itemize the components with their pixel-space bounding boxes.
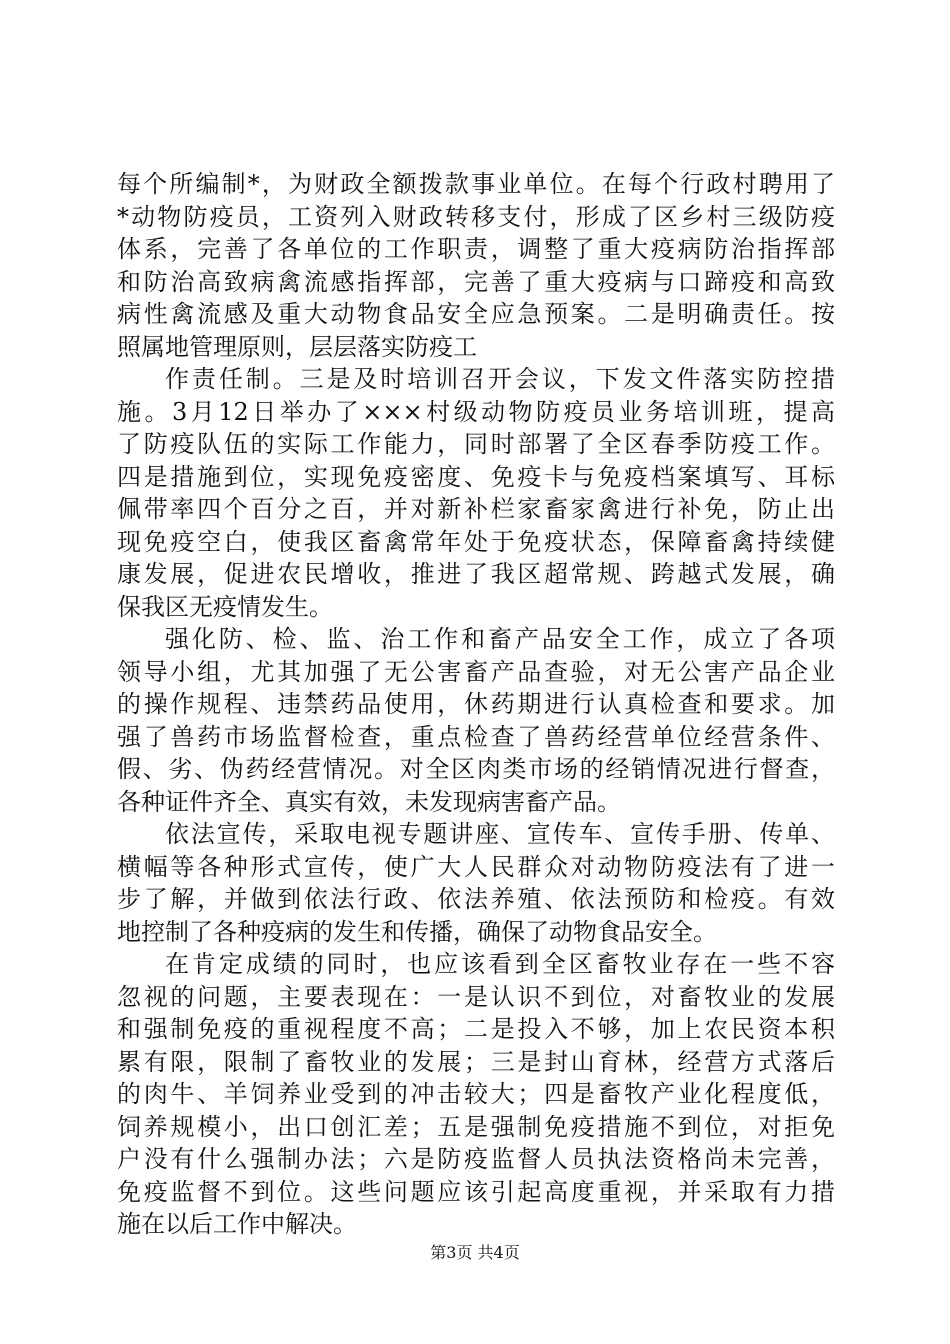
text-line: 的肉牛、羊饲养业受到的冲击较大；四是畜牧产业化程度低， <box>117 1080 835 1108</box>
text-line: *动物防疫员，工资列入财政转移支付，形成了区乡村三级防疫 <box>117 202 835 231</box>
text-line: 体系，完善了各单位的工作职责，调整了重大疫病防治指挥部 <box>117 235 835 263</box>
text-line: 强化防、检、监、治工作和畜产品安全工作，成立了各项 <box>165 625 835 653</box>
text-line: 康发展，促进农民增收，推进了我区超常规、跨越式发展，确 <box>117 560 835 588</box>
text-line: 免疫监督不到位。这些问题应该引起高度重视，并采取有力措 <box>117 1177 835 1206</box>
text-line: 每个所编制*，为财政全额拨款事业单位。在每个行政村聘用了 <box>117 170 835 198</box>
text-line: 四是措施到位，实现免疫密度、免疫卡与免疫档案填写、耳标 <box>117 462 835 491</box>
text-line: 户没有什么强制办法；六是防疫监督人员执法资格尚未完善， <box>117 1145 835 1173</box>
text-line: 地控制了各种疫病的发生和传播，确保了动物食品安全。 <box>117 917 717 946</box>
text-line: 和防治高致病禽流感指挥部，完善了重大疫病与口蹄疫和高致 <box>117 267 835 296</box>
text-line: 施在以后工作中解决。 <box>117 1210 357 1238</box>
text-line: 饲养规模小，出口创汇差；五是强制免疫措施不到位，对拒免 <box>117 1112 835 1141</box>
text-line: 累有限，限制了畜牧业的发展；三是封山育林，经营方式落后 <box>117 1047 835 1076</box>
text-line: 照属地管理原则，层层落实防疫工 <box>117 332 477 361</box>
text-line: 忽视的问题，主要表现在：一是认识不到位，对畜牧业的发展 <box>117 982 835 1011</box>
text-line: 了防疫队伍的实际工作能力，同时部署了全区春季防疫工作。 <box>117 430 835 458</box>
text-line: 佩带率四个百分之百，并对新补栏家畜家禽进行补免，防止出 <box>117 495 835 523</box>
text-line: 现免疫空白，使我区畜禽常年处于免疫状态，保障畜禽持续健 <box>117 527 835 556</box>
text-line: 和强制免疫的重视程度不高；二是投入不够，加上农民资本积 <box>117 1015 835 1043</box>
text-line: 依法宣传，采取电视专题讲座、宣传车、宣传手册、传单、 <box>165 820 835 848</box>
text-line: 各种证件齐全、真实有效，未发现病害畜产品。 <box>117 787 621 816</box>
document-body <box>117 168 835 1241</box>
text-line: 假、劣、伪药经营情况。对全区肉类市场的经销情况进行督查， <box>117 755 835 783</box>
text-line: 在肯定成绩的同时，也应该看到全区畜牧业存在一些不容 <box>165 950 835 978</box>
text-line: 病性禽流感及重大动物食品安全应急预案。二是明确责任。按 <box>117 300 835 328</box>
text-line: 保我区无疫情发生。 <box>117 592 333 621</box>
text-line: 施。3月12日举办了×××村级动物防疫员业务培训班，提高 <box>117 397 835 426</box>
text-line: 步了解，并做到依法行政、依法养殖、依法预防和检疫。有效 <box>117 885 835 913</box>
text-line: 的操作规程、违禁药品使用，休药期进行认真检查和要求。加 <box>117 690 835 718</box>
page-footer: 第3页 共4页 <box>430 1243 520 1262</box>
text-line: 领导小组，尤其加强了无公害畜产品查验，对无公害产品企业 <box>117 657 835 686</box>
text-line: 强了兽药市场监督检查，重点检查了兽药经营单位经营条件、 <box>117 722 835 751</box>
text-line: 横幅等各种形式宣传，使广大人民群众对动物防疫法有了进一 <box>117 852 835 881</box>
text-line: 作责任制。三是及时培训召开会议，下发文件落实防控措 <box>165 365 835 393</box>
